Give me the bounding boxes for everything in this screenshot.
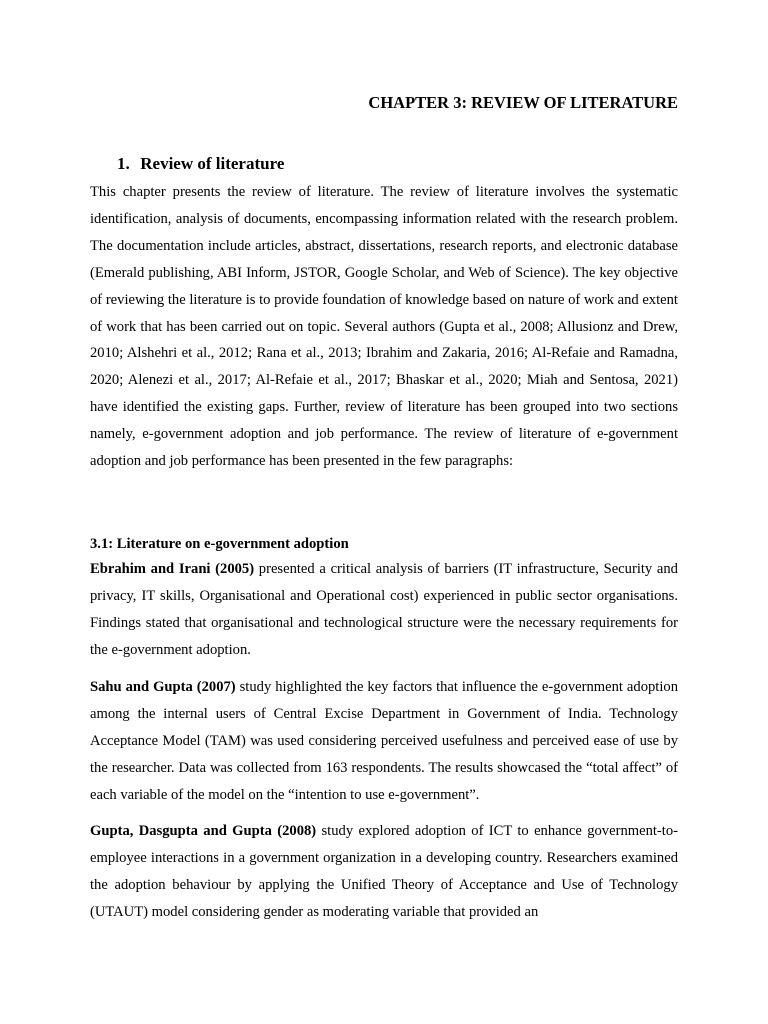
review-paragraph-ebrahim-irani	[90, 556, 678, 664]
review-text: presented a critical analysis of barriers (IT infrastructure, Security and privacy, IT skills, Organisational and Operational cost) experienced in public sector organisations. Findings stated that organisational and technological structure were the necessary requirements for the e-government adoption.	[90, 561, 678, 658]
review-paragraph-sahu-gupta	[90, 674, 678, 809]
intro-paragraph: This chapter presents the review of literature. The review of literature involves the systematic identification, analysis of documents, encompassing information related with the research problem. The documentation include articles, abstract, dissertations, research reports, and electronic database (Emerald publishing, ABI Inform, JSTOR, Google Scholar, and Web of Science). The key objective of reviewing the literature is to provide foundation of knowledge based on nature of work and extent of work that has been carried out on topic. Several authors (Gupta et al., 2008; Allusionz and Drew, 2010; Alshehri et al., 2012; Rana et al., 2013; Ibrahim and Zakaria, 2016; Al-Refaie and Ramadna, 2020; Alenezi et al., 2017; Al-Refaie et al., 2017; Bhaskar et al., 2020; Miah and Sentosa, 2021) have identified the existing gaps. Further, review of literature has been grouped into two sections namely, e-government adoption and job performance. The review of literature of e-government adoption and job performance has been presented in the few paragraphs:	[90, 184, 678, 470]
subsection-heading: 3.1: Literature on e-government adoption	[90, 536, 349, 552]
review-authors: Gupta, Dasgupta and Gupta (2008)	[90, 823, 317, 839]
section-title: Review of literature	[140, 154, 285, 173]
section-heading	[117, 153, 284, 175]
review-authors: Sahu and Gupta (2007)	[90, 679, 236, 695]
section-number: 1.	[117, 154, 130, 173]
chapter-title: CHAPTER 3: REVIEW OF LITERATURE	[368, 93, 678, 112]
review-authors: Ebrahim and Irani (2005)	[90, 561, 255, 577]
review-paragraph-gupta-dasgupta	[90, 818, 678, 926]
review-text: study explored adoption of ICT to enhance government-to-employee interactions in a government organization in a developing country. Researchers examined the adoption behaviour by applying the Unified Theory of Acceptance and Use of Technology (UTAUT) model considering gender as moderating variable that provided an	[90, 823, 678, 920]
review-text: study highlighted the key factors that influence the e-government adoption among the internal users of Central Excise Department in Government of India. Technology Acceptance Model (TAM) was used considering perceived usefulness and perceived ease of use by the researcher. Data was collected from 163 respondents. The results showcased the “total affect” of each variable of the model on the “intention to use e-government”.	[90, 679, 678, 803]
